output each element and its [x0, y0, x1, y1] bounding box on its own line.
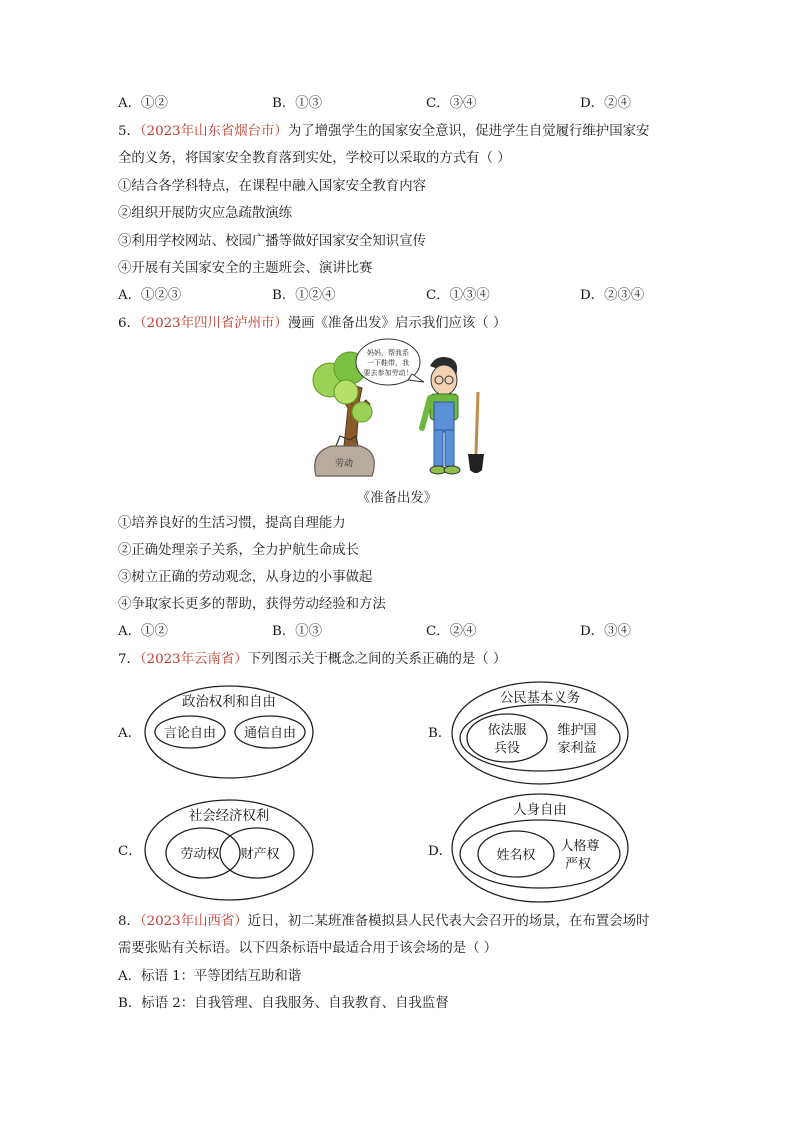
q5-item-3: ③利用学校网站、校园广播等做好国家安全知识宣传 — [118, 234, 426, 249]
q5-item-4: ④开展有关国家安全的主题班会、演讲比赛 — [118, 261, 373, 276]
cartoon-illustration — [300, 336, 500, 481]
q5-stem-line1 — [118, 122, 649, 142]
q6-item-4: ④争取家长更多的帮助，获得劳动经验和方法 — [118, 597, 386, 612]
q5-item-2: ②组织开展防灾应急疏散演练 — [118, 206, 293, 221]
q5-source-tag: （2023年山东省烟台市） — [139, 124, 288, 139]
q7-diagram-a[interactable] — [143, 684, 315, 780]
q6-item-1: ①培养良好的生活习惯，提高自理能力 — [118, 516, 346, 531]
q7-source-tag: （2023年云南省） — [139, 652, 248, 667]
diagram-d-right-line1: 人格尊 — [560, 839, 600, 854]
q7-stem-text: 下列图示关于概念之间的关系正确的是（ ） — [247, 652, 507, 667]
q4-option-d[interactable]: D．②④ — [580, 96, 631, 111]
q8-option-b[interactable]: B．标语 2：自我管理、自我服务、自我教育、自我监督 — [118, 996, 449, 1011]
cartoon-caption: 《准备出发》 — [356, 491, 438, 506]
q8-stem-text: 近日，初二某班准备模拟县人民代表大会召开的场景，在布置会场时 — [247, 914, 650, 929]
bubble-line2: 一下鞋带，我 — [367, 359, 409, 367]
q8-number: 8． — [118, 914, 140, 929]
q5-number: 5． — [118, 124, 140, 139]
q8-stem-line1 — [118, 912, 649, 932]
q6-source-tag: （2023年四川省泸州市） — [139, 316, 288, 331]
q7-option-c-label[interactable]: C． — [118, 844, 142, 859]
q7-diagram-c[interactable] — [143, 798, 315, 902]
bag-label: 劳动 — [334, 459, 354, 469]
q7-option-a-label[interactable]: A． — [118, 726, 142, 741]
q5-stem-line2: 全的义务，将国家安全教育落到实处，学校可以采取的方式有（ ） — [118, 151, 511, 166]
bubble-line1: 妈妈，帮我系 — [367, 349, 409, 357]
boy-icon — [422, 357, 460, 474]
q8-source-tag: （2023年山西省） — [139, 914, 248, 929]
speech-bubble — [356, 339, 424, 385]
q6-item-2: ②正确处理亲子关系，全力护航生命成长 — [118, 543, 360, 558]
q5-option-b[interactable]: B．①②④ — [272, 288, 336, 303]
diagram-a-right-label: 通信自由 — [243, 726, 297, 741]
bubble-line3: 要去参加劳动！ — [363, 369, 413, 377]
diagram-d-outer-label: 人身自由 — [513, 803, 567, 818]
q5-option-d[interactable]: D．②③④ — [580, 288, 645, 303]
q4-option-a[interactable]: A．①② — [118, 96, 168, 111]
shovel-icon — [468, 392, 484, 473]
q6-option-b[interactable]: B．①③ — [272, 624, 323, 639]
q6-option-c[interactable]: C．②④ — [426, 624, 477, 639]
q5-option-a[interactable]: A．①②③ — [118, 288, 182, 303]
diagram-b-right-line2: 家利益 — [557, 741, 597, 756]
diagram-b-outer-label: 公民基本义务 — [499, 691, 581, 706]
diagram-d-inner-label: 姓名权 — [496, 848, 536, 863]
q7-option-b-label[interactable]: B． — [428, 726, 452, 741]
q5-stem-text: 为了增强学生的国家安全意识，促进学生自觉履行维护国家安 — [287, 124, 650, 139]
q6-item-3: ③树立正确的劳动观念，从身边的小事做起 — [118, 570, 373, 585]
q6-option-d[interactable]: D．③④ — [580, 624, 631, 639]
diagram-b-right-line1: 维护国 — [557, 723, 597, 738]
q6-stem-text: 漫画《准备出发》启示我们应该（ ） — [287, 316, 507, 331]
q6-option-a[interactable]: A．①② — [118, 624, 168, 639]
q6-stem — [118, 314, 506, 334]
q5-item-1: ①结合各学科特点，在课程中融入国家安全教育内容 — [118, 179, 426, 194]
q4-option-c[interactable]: C．③④ — [426, 96, 477, 111]
diagram-c-outer-label: 社会经济权利 — [188, 809, 270, 824]
diagram-c-left-label: 劳动权 — [180, 847, 220, 862]
q7-diagram-b[interactable] — [450, 680, 630, 786]
q8-option-a[interactable]: A．标语 1：平等团结互助和谐 — [118, 969, 302, 984]
diagram-d-right-line2: 严权 — [564, 857, 592, 872]
q4-option-b[interactable]: B．①③ — [272, 96, 323, 111]
q6-number: 6． — [118, 316, 140, 331]
diagram-a-outer-label: 政治权利和自由 — [182, 695, 276, 710]
diagram-b-inner-line2: 兵役 — [493, 741, 521, 756]
q7-option-d-label[interactable]: D． — [428, 844, 453, 859]
q8-stem-line2: 需要张贴有关标语。以下四条标语中最适合用于该会场的是（ ） — [118, 941, 498, 956]
diagram-b-inner-line1: 依法服 — [487, 723, 527, 738]
diagram-c-right-label: 财产权 — [240, 847, 280, 862]
q5-option-c[interactable]: C．①③④ — [426, 288, 490, 303]
q7-stem — [118, 650, 506, 670]
q7-diagram-d[interactable] — [450, 792, 630, 904]
q7-number: 7． — [118, 652, 140, 667]
diagram-a-left-label: 言论自由 — [163, 726, 217, 741]
